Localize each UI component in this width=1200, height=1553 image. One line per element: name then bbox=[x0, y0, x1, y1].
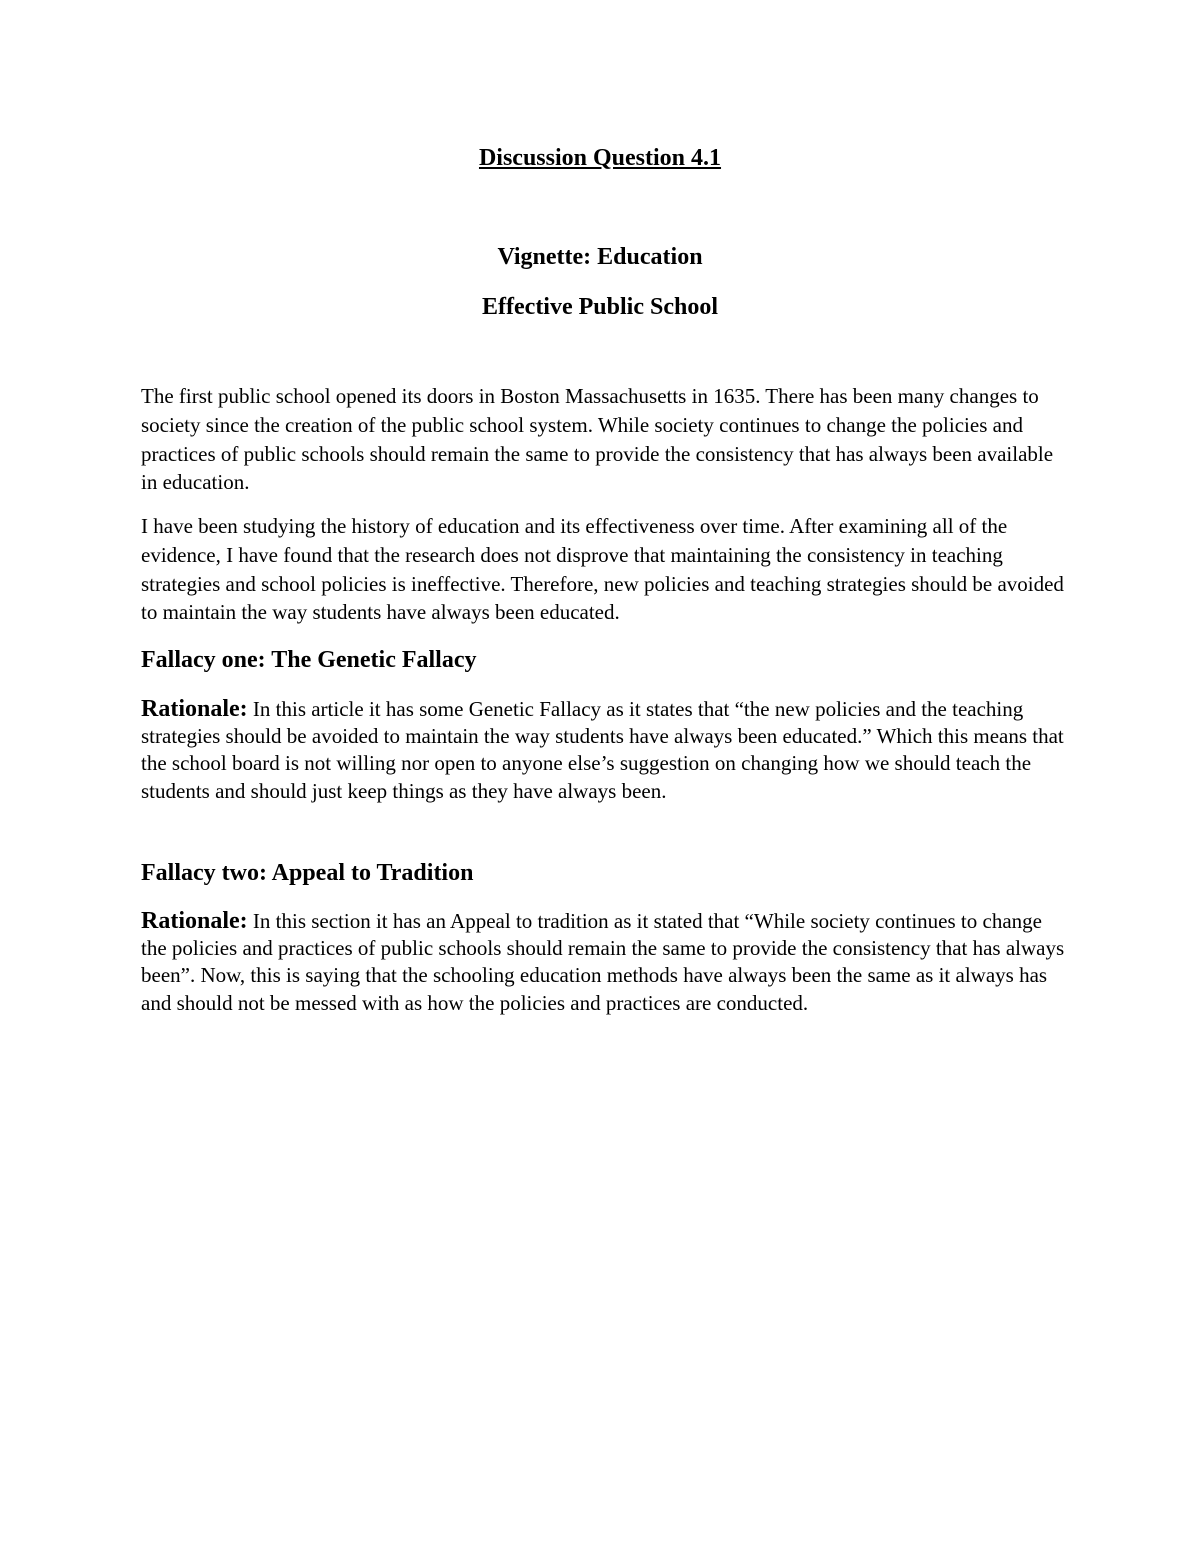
subtitle-heading: Effective Public School bbox=[482, 294, 718, 320]
rationale-label: Rationale: bbox=[141, 908, 248, 934]
fallacy-two-rationale bbox=[141, 908, 1066, 1017]
paragraph-1: The first public school opened its doors in Boston Massachusetts in 1635. There has been many changes to society since the creation of the public school system. While society continues to change the policies and practices of public schools should remain the same to provide the consistency that has always been available in education. bbox=[141, 384, 1054, 495]
fallacy-two-heading: Fallacy two: Appeal to Tradition bbox=[141, 860, 474, 886]
rationale-text: In this article it has some Genetic Fallacy as it states that “the new policies and the teaching strategies should be avoided to maintain the way students have always been educated.” Which this means that the school board is not willing nor open to anyone else’s suggestion on changing how we should teach the students and should just keep things as they have always been. bbox=[141, 697, 1064, 803]
fallacy-one-heading: Fallacy one: The Genetic Fallacy bbox=[141, 647, 477, 673]
document-title: Discussion Question 4.1 bbox=[478, 145, 722, 171]
vignette-heading: Vignette: Education bbox=[497, 244, 703, 270]
rationale-label: Rationale: bbox=[141, 696, 248, 722]
paragraph-2: I have been studying the history of education and its effectiveness over time. After examining all of the evidence, I have found that the research does not disprove that maintaining the consistency in teaching strategies and school policies is ineffective. Therefore, new policies and teaching strategies should be avoided to maintain the way students have always been educated. bbox=[141, 514, 1064, 625]
rationale-text: In this section it has an Appeal to tradition as it stated that “While society continues to change the policies and practices of public schools should remain the same to provide the consistency that has always been”. Now, this is saying that the schooling education methods have always been the same as it always has and should not be messed with as how the policies and practices are conducted. bbox=[141, 909, 1065, 1015]
fallacy-one-rationale bbox=[141, 696, 1066, 805]
